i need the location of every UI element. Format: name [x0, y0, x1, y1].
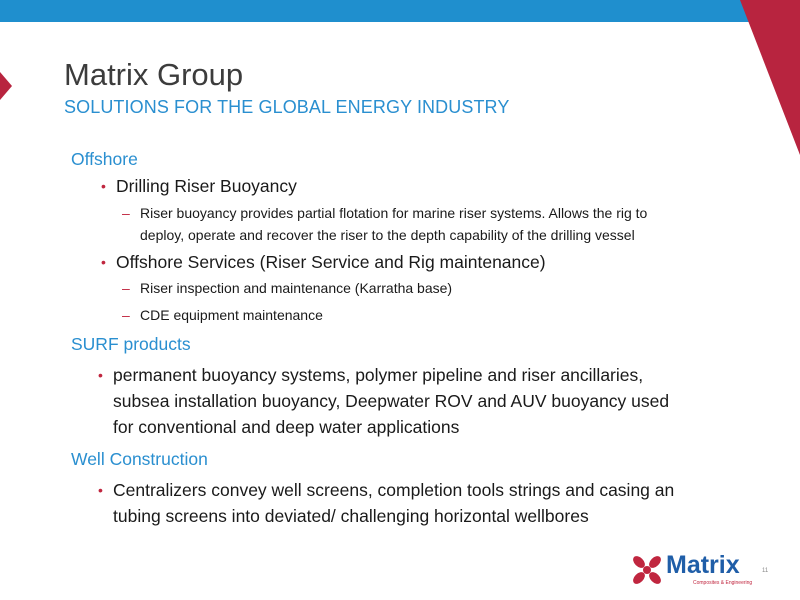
bullet-line: for conventional and deep water applications	[113, 417, 460, 437]
bullet-dot: •	[98, 367, 103, 383]
corner-red-triangle	[740, 0, 800, 155]
logo-wordmark: Matrix	[666, 551, 740, 579]
section-heading-well-construction: Well Construction	[71, 449, 208, 469]
sub-bullet-dash: –	[122, 280, 130, 296]
sub-bullet-line: deploy, operate and recover the riser to the depth capability of the drilling vessel	[140, 227, 635, 243]
section-heading-surf-products: SURF products	[71, 334, 191, 354]
bullet-drilling-riser-buoyancy	[101, 173, 297, 199]
sub-bullet-dash: –	[122, 307, 130, 323]
bullet-text: Offshore Services (Riser Service and Rig maintenance)	[116, 252, 546, 272]
sub-bullet-line: Riser inspection and maintenance (Karratha base)	[140, 280, 453, 296]
bullet-text: Drilling Riser Buoyancy	[116, 176, 297, 196]
sub-bullet-riser-inspection	[122, 277, 453, 299]
sub-bullet-line: Riser buoyancy provides partial flotation for marine riser systems. Allows the rig to	[140, 205, 648, 221]
section-heading-offshore: Offshore	[71, 149, 138, 169]
bullet-line: Centralizers convey well screens, completion tools strings and casing an	[113, 480, 675, 500]
bullet-surf-products	[98, 362, 670, 440]
sub-bullet-line: CDE equipment maintenance	[140, 307, 323, 323]
bullet-well-construction	[98, 477, 675, 529]
bullet-line: subsea installation buoyancy, Deepwater ROV and AUV buoyancy used	[113, 391, 670, 411]
bullet-dot: •	[98, 482, 103, 498]
page-number: 11	[762, 568, 769, 574]
bullet-dot: •	[101, 254, 106, 270]
left-red-marker	[0, 72, 12, 100]
logo-tagline: Composites & Engineering	[693, 580, 753, 586]
sub-bullet-cde-maintenance	[122, 304, 323, 326]
bullet-dot: •	[101, 178, 106, 194]
sub-bullet-dash: –	[122, 205, 130, 221]
slide-title: Matrix Group	[64, 57, 244, 92]
bullet-line: tubing screens into deviated/ challenging horizontal wellbores	[113, 506, 589, 526]
sub-bullet-riser-buoyancy	[122, 202, 648, 246]
bullet-line: permanent buoyancy systems, polymer pipeline and riser ancillaries,	[113, 365, 644, 385]
bullet-offshore-services	[101, 249, 546, 275]
slide-subtitle: SOLUTIONS FOR THE GLOBAL ENERGY INDUSTRY	[64, 97, 510, 117]
